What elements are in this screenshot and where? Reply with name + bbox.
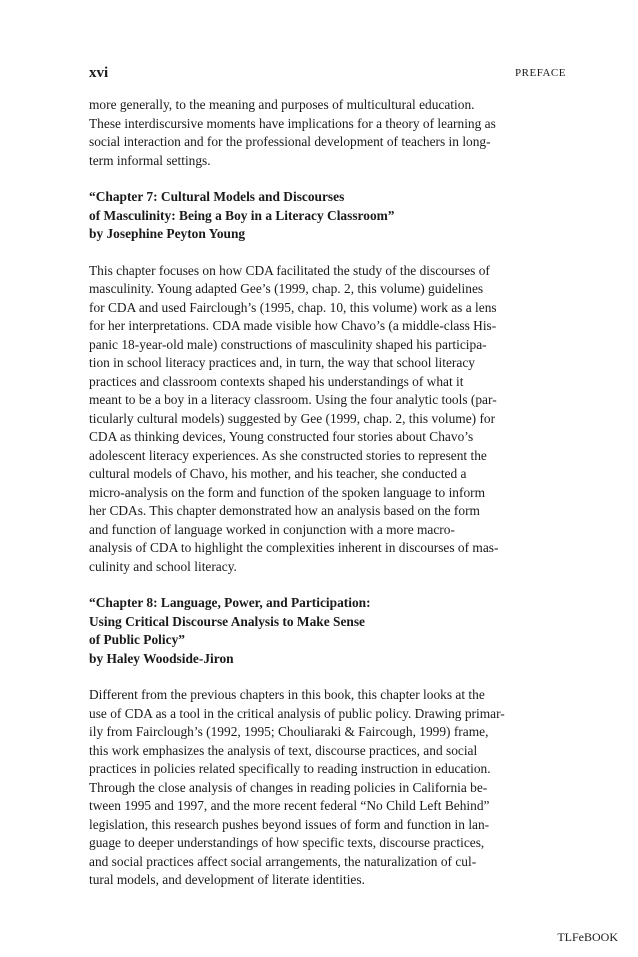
text-line: practices and classroom contexts shaped his understandings of what it bbox=[89, 373, 464, 389]
text-line: tween 1995 and 1997, and the more recent federal “No Child Left Behind” bbox=[89, 798, 490, 813]
chapter-7-heading bbox=[89, 188, 529, 244]
text-line: Through the close analysis of changes in reading policies in California be- bbox=[89, 779, 488, 795]
text-line: term informal settings. bbox=[89, 152, 211, 168]
heading-line: “Chapter 7: Cultural Models and Discourses bbox=[89, 189, 345, 204]
text-line: ticularly cultural models) suggested by Gee (1999, chap. 2, this volume) for bbox=[89, 410, 496, 426]
text-line: her CDAs. This chapter demonstrated how an analysis based on the form bbox=[89, 503, 480, 518]
text-line: This chapter focuses on how CDA facilitated the study of the discourses of bbox=[89, 262, 490, 278]
text-line: for her interpretations. CDA made visible how Chavo’s (a middle-class His- bbox=[89, 318, 497, 333]
text-line: social interaction and for the professional development of teachers in long- bbox=[89, 134, 491, 149]
heading-line: “Chapter 8: Language, Power, and Participation: bbox=[89, 595, 371, 610]
text-line: and function of language worked in conjunction with a more macro- bbox=[89, 521, 455, 537]
text-line: These interdiscursive moments have implications for a theory of learning as bbox=[89, 115, 496, 131]
text-line: ily from Fairclough’s (1992, 1995; Chouliaraki & Faircough, 1999) frame, bbox=[89, 724, 489, 739]
intro-paragraph bbox=[89, 96, 529, 170]
text-line: for CDA and used Fairclough’s (1995, chap. 10, this volume) work as a lens bbox=[89, 299, 497, 315]
heading-line: Using Critical Discourse Analysis to Make Sense bbox=[89, 613, 365, 629]
text-line: and social practices affect social arrangements, the naturalization of cul- bbox=[89, 853, 477, 869]
heading-author: by Josephine Peyton Young bbox=[89, 226, 246, 241]
heading-line: of Masculinity: Being a Boy in a Literacy Classroom” bbox=[89, 207, 395, 223]
page-body bbox=[89, 96, 529, 908]
text-line: more generally, to the meaning and purposes of multicultural education. bbox=[89, 97, 475, 112]
text-line: meant to be a boy in a literacy classroom. Using the four analytic tools (par- bbox=[89, 392, 497, 407]
text-line: analysis of CDA to highlight the complexities inherent in discourses of mas- bbox=[89, 540, 499, 555]
text-line: use of CDA as a tool in the critical analysis of public policy. Drawing primar- bbox=[89, 705, 505, 721]
text-line: this work emphasizes the analysis of text, discourse practices, and social bbox=[89, 742, 478, 758]
watermark-label: TLFeBOOK bbox=[557, 930, 618, 944]
text-line: legislation, this research pushes beyond issues of form and function in lan- bbox=[89, 816, 490, 832]
chapter-7-summary bbox=[89, 262, 529, 577]
text-line: CDA as thinking devices, Young constructed four stories about Chavo’s bbox=[89, 429, 474, 444]
heading-line: of Public Policy” bbox=[89, 632, 185, 647]
text-line: practices in policies related specifically to reading instruction in education. bbox=[89, 761, 491, 776]
chapter-8-heading bbox=[89, 594, 529, 668]
heading-author: by Haley Woodside-Jiron bbox=[89, 650, 234, 666]
chapter-8-summary bbox=[89, 686, 529, 890]
text-line: tural models, and development of literate identities. bbox=[89, 872, 365, 887]
text-line: tion in school literacy practices and, in turn, the way that school literacy bbox=[89, 355, 475, 370]
text-line: micro-analysis on the form and function of the spoken language to inform bbox=[89, 484, 486, 500]
text-line: masculinity. Young adapted Gee’s (1999, chap. 2, this volume) guidelines bbox=[89, 281, 484, 296]
running-head: PREFACE bbox=[515, 67, 566, 79]
text-line: adolescent literacy experiences. As she constructed stories to represent the bbox=[89, 447, 487, 463]
page-number: xvi bbox=[89, 65, 109, 81]
text-line: guage to deeper understandings of how specific texts, discourse practices, bbox=[89, 835, 485, 850]
text-line: cultural models of Chavo, his mother, and his teacher, she conducted a bbox=[89, 466, 467, 481]
text-line: panic 18-year-old male) constructions of masculinity shaped his participa- bbox=[89, 336, 487, 352]
text-line: culinity and school literacy. bbox=[89, 558, 237, 574]
text-line: Different from the previous chapters in this book, this chapter looks at the bbox=[89, 687, 485, 702]
